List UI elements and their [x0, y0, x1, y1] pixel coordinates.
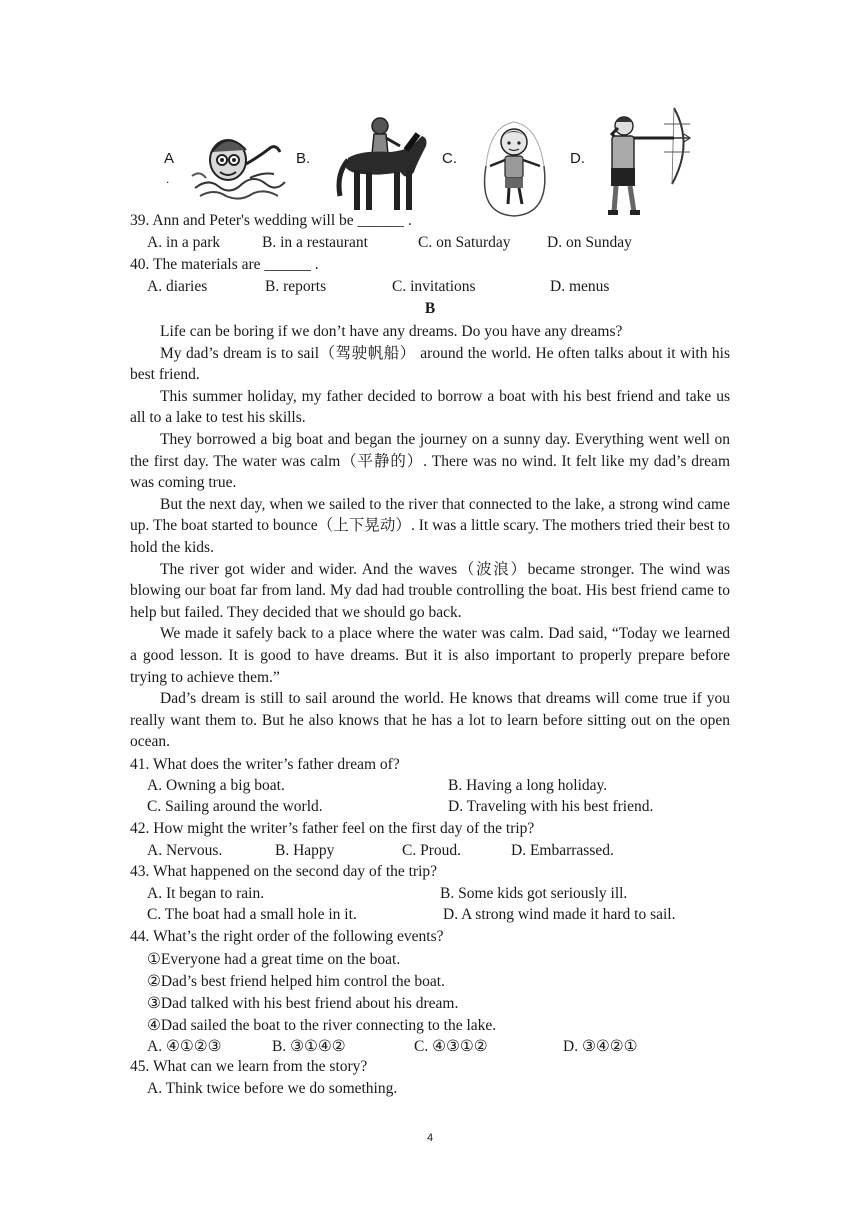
- question-44-event-4: ④Dad sailed the boat to the river connecting to the lake.: [147, 1017, 497, 1034]
- question-39-option-c: C. on Saturday: [418, 234, 511, 251]
- section-b-heading: B: [424, 300, 436, 317]
- archer-icon: [594, 104, 692, 222]
- passage-paragraph-4: They borrowed a big boat and began the journey on a sunny day. Everything went well on the first day. The water was calm（平静的）. There was no wind. It felt like my dad’s dream was coming true.: [130, 430, 730, 492]
- question-43-option-b: B. Some kids got seriously ill.: [440, 885, 628, 902]
- question-43-option-c: C. The boat had a small hole in it.: [147, 906, 357, 923]
- question-44-option-c: C. ④③①②: [414, 1038, 488, 1055]
- question-40-option-d: D. menus: [550, 278, 610, 295]
- question-44-option-d: D. ③④②①: [563, 1038, 638, 1055]
- question-39-option-a: A. in a park: [147, 234, 221, 251]
- question-44-event-2: ②Dad’s best friend helped him control the boat.: [147, 973, 445, 990]
- passage-paragraph-7: We made it safely back to a place where the water was calm. Dad said, “Today we learned a good lesson. It is good to have dreams. But it is also important to properly prepare before trying to achieve them.”: [130, 625, 730, 686]
- question-45-stem: 45. What can we learn from the story?: [130, 1058, 368, 1075]
- question-45-option-a: A. Think twice before we do something.: [147, 1080, 398, 1097]
- question-43-stem: 43. What happened on the second day of the trip?: [130, 863, 438, 880]
- option-a-label: A: [164, 150, 175, 167]
- question-40-option-c: C. invitations: [392, 278, 476, 295]
- reading-passage: [130, 321, 730, 753]
- question-42-option-b: B. Happy: [275, 842, 335, 859]
- question-41-option-c: C. Sailing around the world.: [147, 798, 323, 815]
- option-c-label: C.: [442, 150, 457, 167]
- question-44-option-b: B. ③①④②: [272, 1038, 346, 1055]
- question-42-option-a: A. Nervous.: [147, 842, 223, 859]
- passage-paragraph-6: The river got wider and wider. And the waves（波浪）became stronger. The wind was blowing our boat far from land. My dad had trouble controlling the boat. His best friend came to help but failed. They decided that we should go back.: [130, 560, 730, 621]
- option-b-label: B.: [296, 150, 311, 167]
- question-44-stem: 44. What’s the right order of the following events?: [130, 928, 444, 945]
- question-41-option-a: A. Owning a big boat.: [147, 777, 285, 794]
- jump-rope-boy-icon: [476, 116, 554, 218]
- question-41-option-b: B. Having a long holiday.: [448, 777, 608, 794]
- question-42-stem: 42. How might the writer’s father feel on the first day of the trip?: [130, 820, 535, 837]
- passage-paragraph-3: This summer holiday, my father decided to borrow a boat with his best friend and take us all to a lake to test his skills.: [130, 387, 730, 427]
- question-44-event-3: ③Dad talked with his best friend about his dream.: [147, 995, 459, 1012]
- page-number: 4: [426, 1132, 434, 1144]
- swimmer-icon: [190, 126, 288, 204]
- question-41-stem: 41. What does the writer’s father dream of?: [130, 756, 400, 773]
- question-39-option-b: B. in a restaurant: [262, 234, 368, 251]
- question-43-option-a: A. It began to rain.: [147, 885, 265, 902]
- question-44-option-a: A. ④①②③: [147, 1038, 222, 1055]
- question-42-option-d: D. Embarrassed.: [511, 842, 614, 859]
- passage-paragraph-5: But the next day, when we sailed to the river that connected to the lake, a strong wind came up. The boat started to bounce（上下晃动）. It was a little scary. The mothers tried their best to hold the kids.: [130, 495, 730, 556]
- question-42-option-c: C. Proud.: [402, 842, 461, 859]
- option-d-label: D.: [570, 150, 585, 167]
- horse-rider-icon: [330, 114, 430, 220]
- question-44-event-1: ①Everyone had a great time on the boat.: [147, 951, 401, 968]
- question-41-option-d: D. Traveling with his best friend.: [448, 798, 654, 815]
- question-39-stem: 39. Ann and Peter's wedding will be ______ .: [130, 212, 412, 229]
- passage-paragraph-8: Dad’s dream is still to sail around the world. He knows that dreams will come true if you really want them to. But he also knows that he has a lot to learn before sitting out on the open ocean.: [130, 690, 730, 751]
- option-a-dot: .: [166, 172, 170, 186]
- question-39-option-d: D. on Sunday: [547, 234, 632, 251]
- question-43-option-d: D. A strong wind made it hard to sail.: [443, 906, 676, 923]
- question-40-option-a: A. diaries: [147, 278, 208, 295]
- passage-paragraph-1: Life can be boring if we don’t have any dreams. Do you have any dreams?: [160, 323, 623, 340]
- passage-paragraph-2: My dad’s dream is to sail（驾驶帆船） around the world. He often talks about it with his best friend.: [130, 344, 730, 384]
- question-40-option-b: B. reports: [265, 278, 327, 295]
- question-40-stem: 40. The materials are ______ .: [130, 256, 319, 273]
